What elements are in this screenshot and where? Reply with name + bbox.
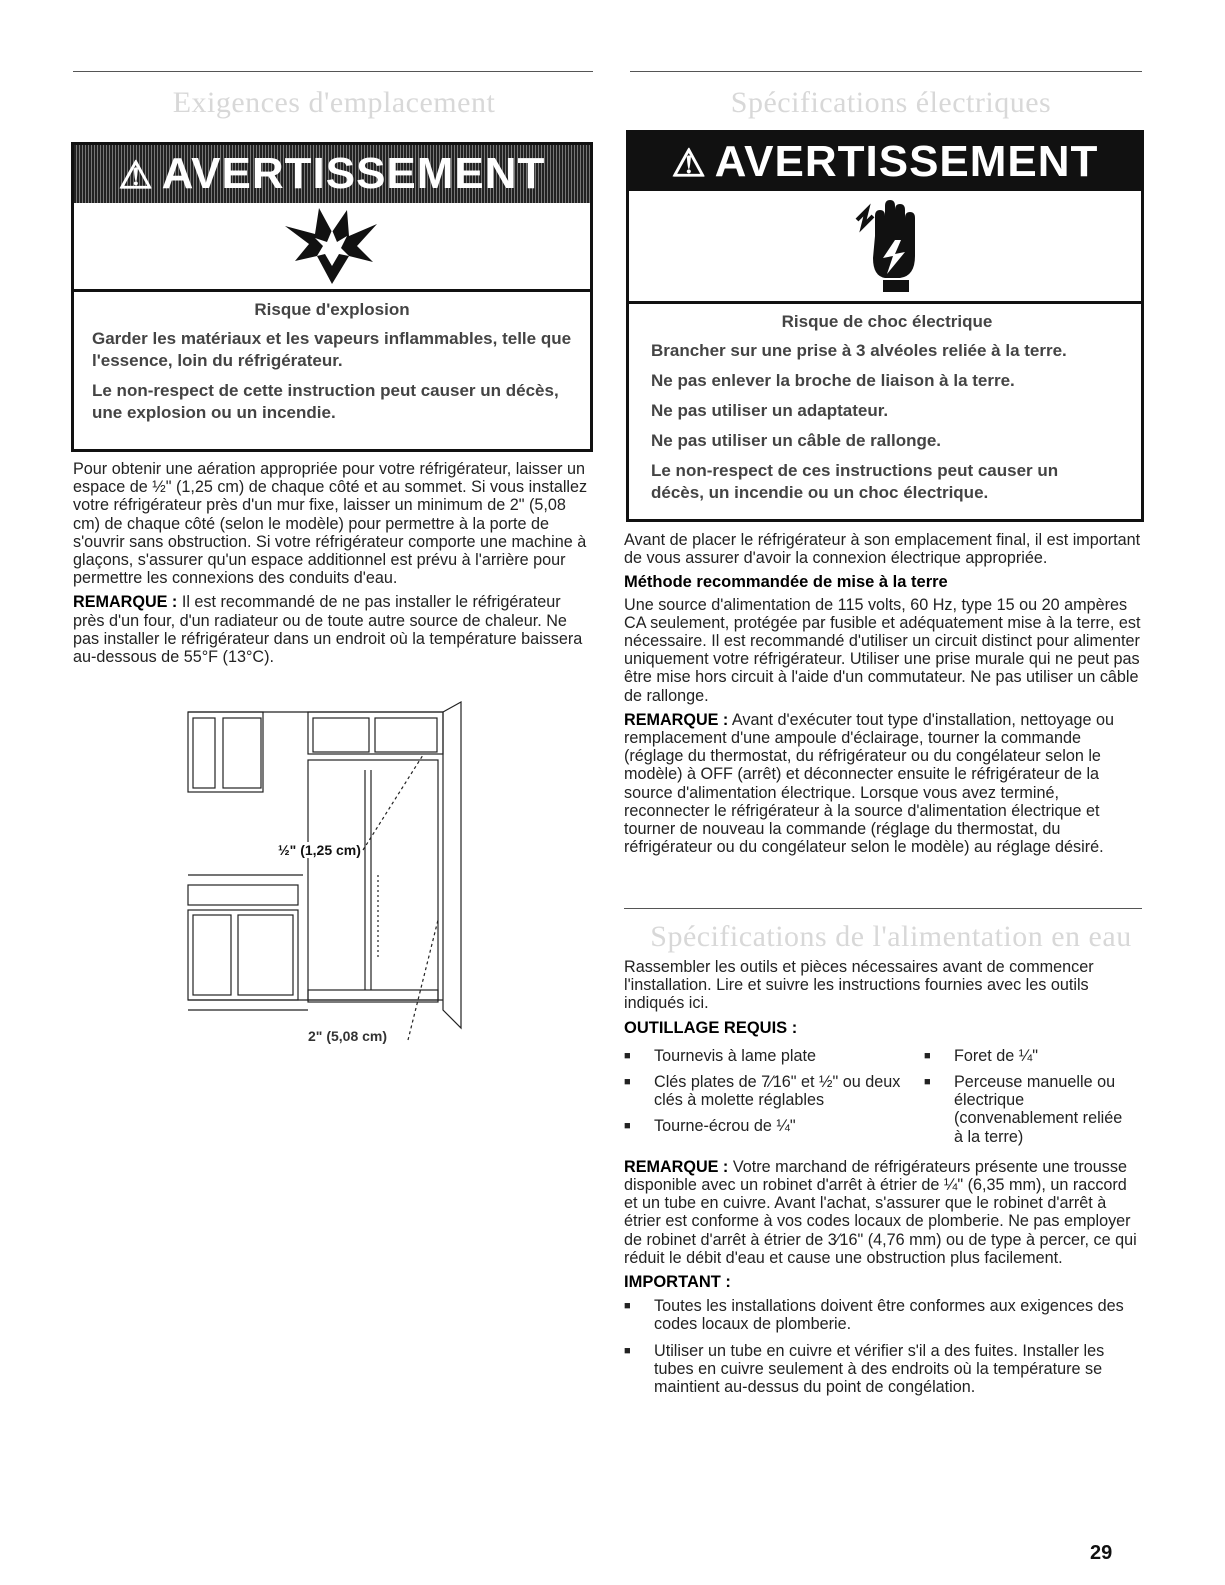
paragraph: Avant de placer le réfrigérateur à son emplacement final, il est important de vous assurer d'avoir la connexion électrique appropriée.: [624, 531, 1141, 568]
page-number: 29: [1090, 1542, 1113, 1564]
note-label: REMARQUE :: [624, 710, 729, 729]
list-item: ■ Toutes les installations doivent être conformes aux exigences des codes locaux de plomberie.: [624, 1297, 1144, 1333]
list-item: ■ Tournevis à lame plate: [624, 1047, 924, 1065]
tools-list: [624, 1047, 1144, 1154]
list-item: ■ Foret de ¼": [924, 1047, 1134, 1065]
explosion-icon: [74, 203, 590, 292]
electric-shock-icon: [629, 191, 1141, 304]
top-rule-right: [630, 71, 1142, 72]
warning-line: Garder les matériaux et les vapeurs inflammables, telle que l'essence, loin du réfrigérateur.: [92, 329, 572, 370]
important-heading: IMPORTANT :: [624, 1273, 731, 1292]
tools-list-right: [924, 1047, 1134, 1154]
important-list: [624, 1297, 1144, 1396]
electrical-warning-box: [626, 130, 1144, 522]
paragraph: Rassembler les outils et pièces nécessaires avant de commencer l'installation. Lire et suivre les instructions fournies avec les outils indiqués ici.: [624, 958, 1094, 1013]
note-paragraph: [624, 1158, 1144, 1267]
location-text: [73, 460, 593, 672]
note-paragraph: [624, 711, 1144, 857]
warning-line: Brancher sur une prise à 3 alvéoles reliée à la terre.: [651, 341, 1067, 360]
warning-header: [629, 133, 1141, 191]
refrigerator-cabinet-illustration: [183, 700, 473, 1050]
note-label: REMARQUE :: [624, 1157, 729, 1176]
warning-line: Ne pas enlever la broche de liaison à la terre.: [651, 371, 1015, 390]
explosion-warning-box: [71, 142, 593, 452]
warning-body: [74, 292, 590, 440]
warning-body: [629, 304, 1141, 520]
electrical-text: [624, 531, 1144, 862]
warning-heading: AVERTISSEMENT: [714, 137, 1099, 186]
tools-list-left: [624, 1047, 924, 1154]
paragraph: Pour obtenir une aération appropriée pour votre réfrigérateur, laisser un espace de ½" (1,25 cm) de chaque côté et au sommet. Si vous installez votre réfrigérateur près d'un mur fixe, laisser un minimum de 2" (5,08 cm) de chaque côté (selon le modèle) pour permettre à la porte de s'ouvrir sans obstruction. Si votre réfrigérateur comporte une machine à glaçons, s'assurer qu'un espace additionnel est prévu à l'arrière pour permettre les connexions des conduits d'eau.: [73, 460, 588, 588]
warning-header: [74, 145, 590, 203]
list-item: ■ Tourne-écrou de ¼": [624, 1117, 924, 1135]
warning-triangle-icon: ⚠: [671, 143, 707, 185]
list-item: ■ Utiliser un tube en cuivre et vérifier s'il a des fuites. Installer les tubes en cuivre seulement à des endroits où la température se maintient au-dessus du point de congélation.: [624, 1342, 1144, 1397]
risk-title: Risque d'explosion: [254, 300, 410, 319]
warning-line: Le non-respect de cette instruction peut causer un décès, une explosion ou un incendie.: [92, 381, 559, 422]
note-paragraph: [73, 593, 593, 666]
subheading-grounding: Méthode recommandée de mise à la terre: [624, 573, 948, 592]
tools-heading: OUTILLAGE REQUIS :: [624, 1018, 798, 1037]
warning-heading: AVERTISSEMENT: [161, 149, 546, 198]
section-title-electrical: Spécifications électriques: [730, 86, 1052, 119]
warning-triangle-icon: ⚠: [118, 155, 154, 197]
warning-line: Le non-respect de ces instructions peut causer un décès, un incendie ou un choc électrique.: [651, 461, 1059, 502]
clearance-label-top: ½" (1,25 cm): [278, 842, 361, 858]
note-text: Il est recommandé de ne pas installer le réfrigérateur près d'un four, d'un radiateur ou de toute autre source de chaleur. Ne pas installer le réfrigérateur dans un endroit où la température baissera au-dessous de 55°F (13°C).: [73, 593, 583, 667]
note-text: Votre marchand de réfrigérateurs présente une trousse disponible avec un robinet d'arrêt à étrier de ¼" (6,35 mm), un raccord et un tube en cuivre. Avant l'achat, s'assurer que le robinet d'arrêt à étrier est conforme à vos codes locaux de plomberie. Ne pas employer de robinet d'arrêt à étrier de 3⁄16" (4,76 mm) ou de type à percer, ce qui réduit le débit d'eau et cause une obstruction plus facilement.: [624, 1157, 1137, 1267]
section-title-water: Spécifications de l'alimentation en eau: [650, 920, 1132, 953]
list-item: ■ Clés plates de 7⁄16" et ½" ou deux clés à molette réglables: [624, 1073, 924, 1109]
section-title-location: Exigences d'emplacement: [172, 86, 496, 119]
water-text: [624, 958, 1144, 1404]
note-label: REMARQUE :: [73, 593, 178, 612]
top-rule-left: [73, 71, 593, 72]
warning-line: Ne pas utiliser un adaptateur.: [651, 401, 889, 420]
section-rule: [624, 908, 1142, 909]
clearance-label-bottom: 2" (5,08 cm): [308, 1028, 388, 1044]
clearance-figure: [183, 700, 473, 1050]
note-text: Avant d'exécuter tout type d'installation, nettoyage ou remplacement d'une ampoule d'éclairage, tourner la commande (réglage du thermostat, du réfrigérateur ou du congélateur selon le modèle) à OFF (arrêt) et déconnecter ensuite le réfrigérateur de la source d'alimentation électrique. Lorsque vous avez terminé, reconnecter le réfrigérateur à la source d'alimentation électrique et tourner de nouveau la commande (réglage du thermostat, du réfrigérateur ou du congélateur selon le modèle) au réglage désiré.: [624, 710, 1114, 857]
warning-line: Ne pas utiliser un câble de rallonge.: [651, 431, 942, 450]
paragraph: Une source d'alimentation de 115 volts, 60 Hz, type 15 ou 20 ampères CA seulement, protégée par fusible et adéquatement mise à la terre, est nécessaire. Il est recommandé d'utiliser un circuit distinct pour alimenter uniquement votre réfrigérateur. Utiliser une prise murale qui ne peut pas être mise hors circuit à l'aide d'un commutateur. Ne pas utiliser un câble de rallonge.: [624, 595, 1141, 705]
risk-title: Risque de choc électrique: [781, 312, 993, 331]
list-item: ■ Perceuse manuelle ou électrique (convenablement reliée à la terre): [924, 1073, 1134, 1146]
